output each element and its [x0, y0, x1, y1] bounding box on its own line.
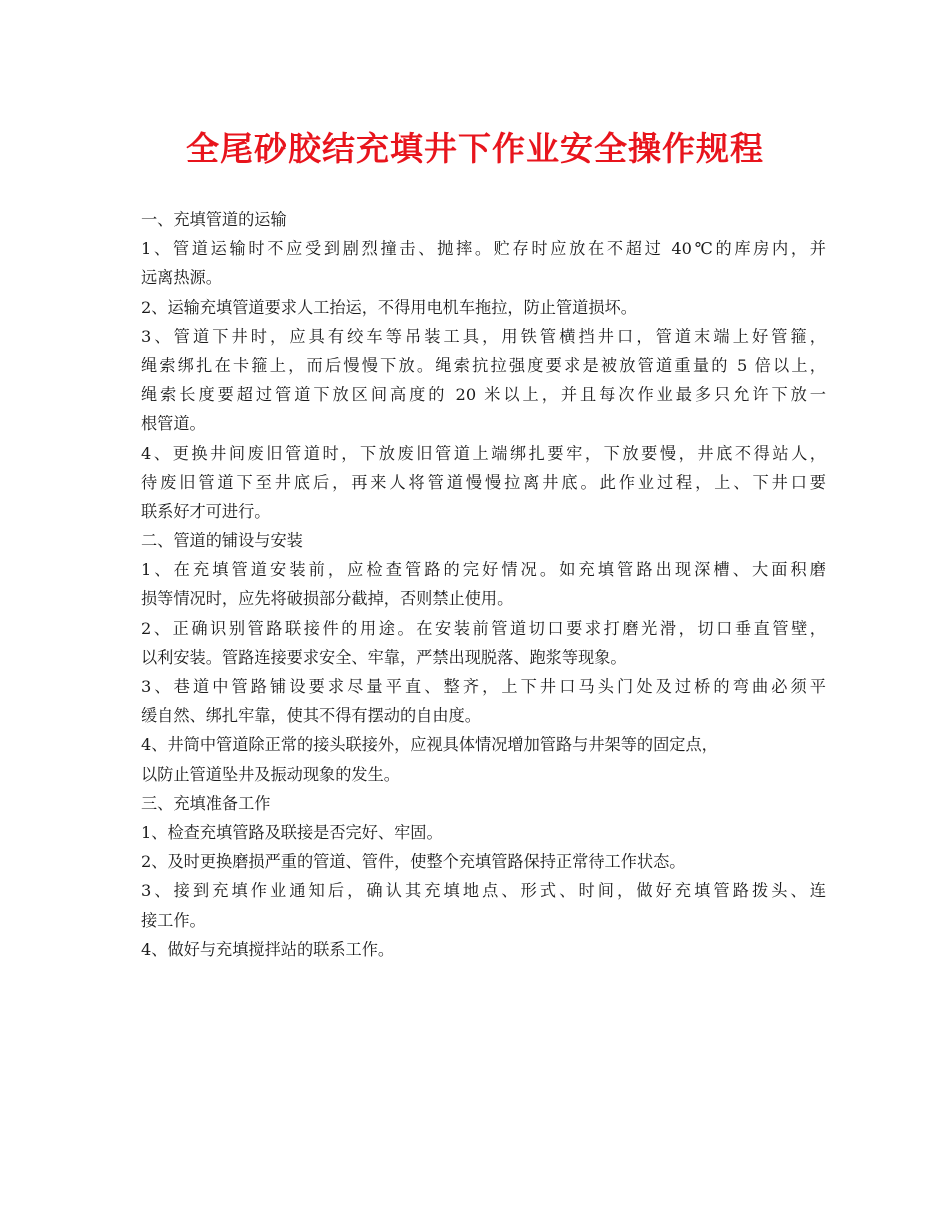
document-body [141, 205, 826, 964]
text-line: 损等情况时，应先将破损部分截掉，否则禁止使用。 [141, 589, 514, 609]
text-line: 1、管道运输时不应受到剧烈撞击、抛摔。贮存时应放在不超过 40℃的库房内，并 [141, 239, 826, 259]
text-line: 4、井筒中管道除正常的接头联接外，应视具体情况增加管路与井架等的固定点， [141, 735, 718, 755]
text-line: 绳索长度要超过管道下放区间高度的 20 米以上，并且每次作业最多只允许下放一 [141, 385, 826, 405]
text-line: 3、接到充填作业通知后，确认其充填地点、形式、时间，做好充填管路拨头、连 [141, 881, 826, 901]
text-line: 1、在充填管道安装前，应检查管路的完好情况。如充填管路出现深槽、大面积磨 [141, 560, 826, 580]
section-heading: 二、管道的铺设与安装 [141, 531, 303, 551]
text-line: 绳索绑扎在卡箍上，而后慢慢下放。绳索抗拉强度要求是被放管道重量的 5 倍以上， [141, 355, 826, 375]
document-title: 全尾砂胶结充填井下作业安全操作规程 [186, 129, 764, 168]
text-line: 远离热源。 [141, 268, 222, 288]
text-line: 缓自然、绑扎牢靠，使其不得有摆动的自由度。 [141, 706, 481, 726]
text-line: 2、运输充填管道要求人工抬运，不得用电机车拖拉，防止管道损坏。 [141, 297, 637, 317]
text-line: 2、正确识别管路联接件的用途。在安装前管道切口要求打磨光滑，切口垂直管壁， [141, 618, 826, 638]
text-line: 1、检查充填管路及联接是否完好、牢固。 [141, 822, 443, 842]
text-line: 3、巷道中管路铺设要求尽量平直、整齐，上下井口马头门处及过桥的弯曲必须平 [141, 677, 826, 696]
text-line: 联系好才可进行。 [141, 501, 271, 521]
section-heading: 三、充填准备工作 [141, 793, 271, 813]
text-line: 以利安装。管路连接要求安全、牢靠，严禁出现脱落、跑浆等现象。 [141, 647, 627, 667]
text-line: 4、做好与充填搅拌站的联系工作。 [141, 939, 395, 959]
text-line: 接工作。 [141, 910, 206, 930]
text-line: 3、管道下井时，应具有绞车等吊装工具，用铁管横挡井口，管道末端上好管箍， [141, 326, 826, 346]
text-line: 待废旧管道下至井底后，再来人将管道慢慢拉离井底。此作业过程，上、下井口要 [141, 472, 826, 492]
text-line: 根管道。 [141, 414, 206, 434]
text-line: 以防止管道坠井及振动现象的发生。 [141, 764, 400, 784]
text-line: 4、更换井间废旧管道时，下放废旧管道上端绑扎要牢，下放要慢，井底不得站人， [141, 443, 826, 463]
section-heading: 一、充填管道的运输 [141, 210, 287, 229]
text-line: 2、及时更换磨损严重的管道、管件，使整个充填管路保持正常待工作状态。 [141, 852, 686, 872]
